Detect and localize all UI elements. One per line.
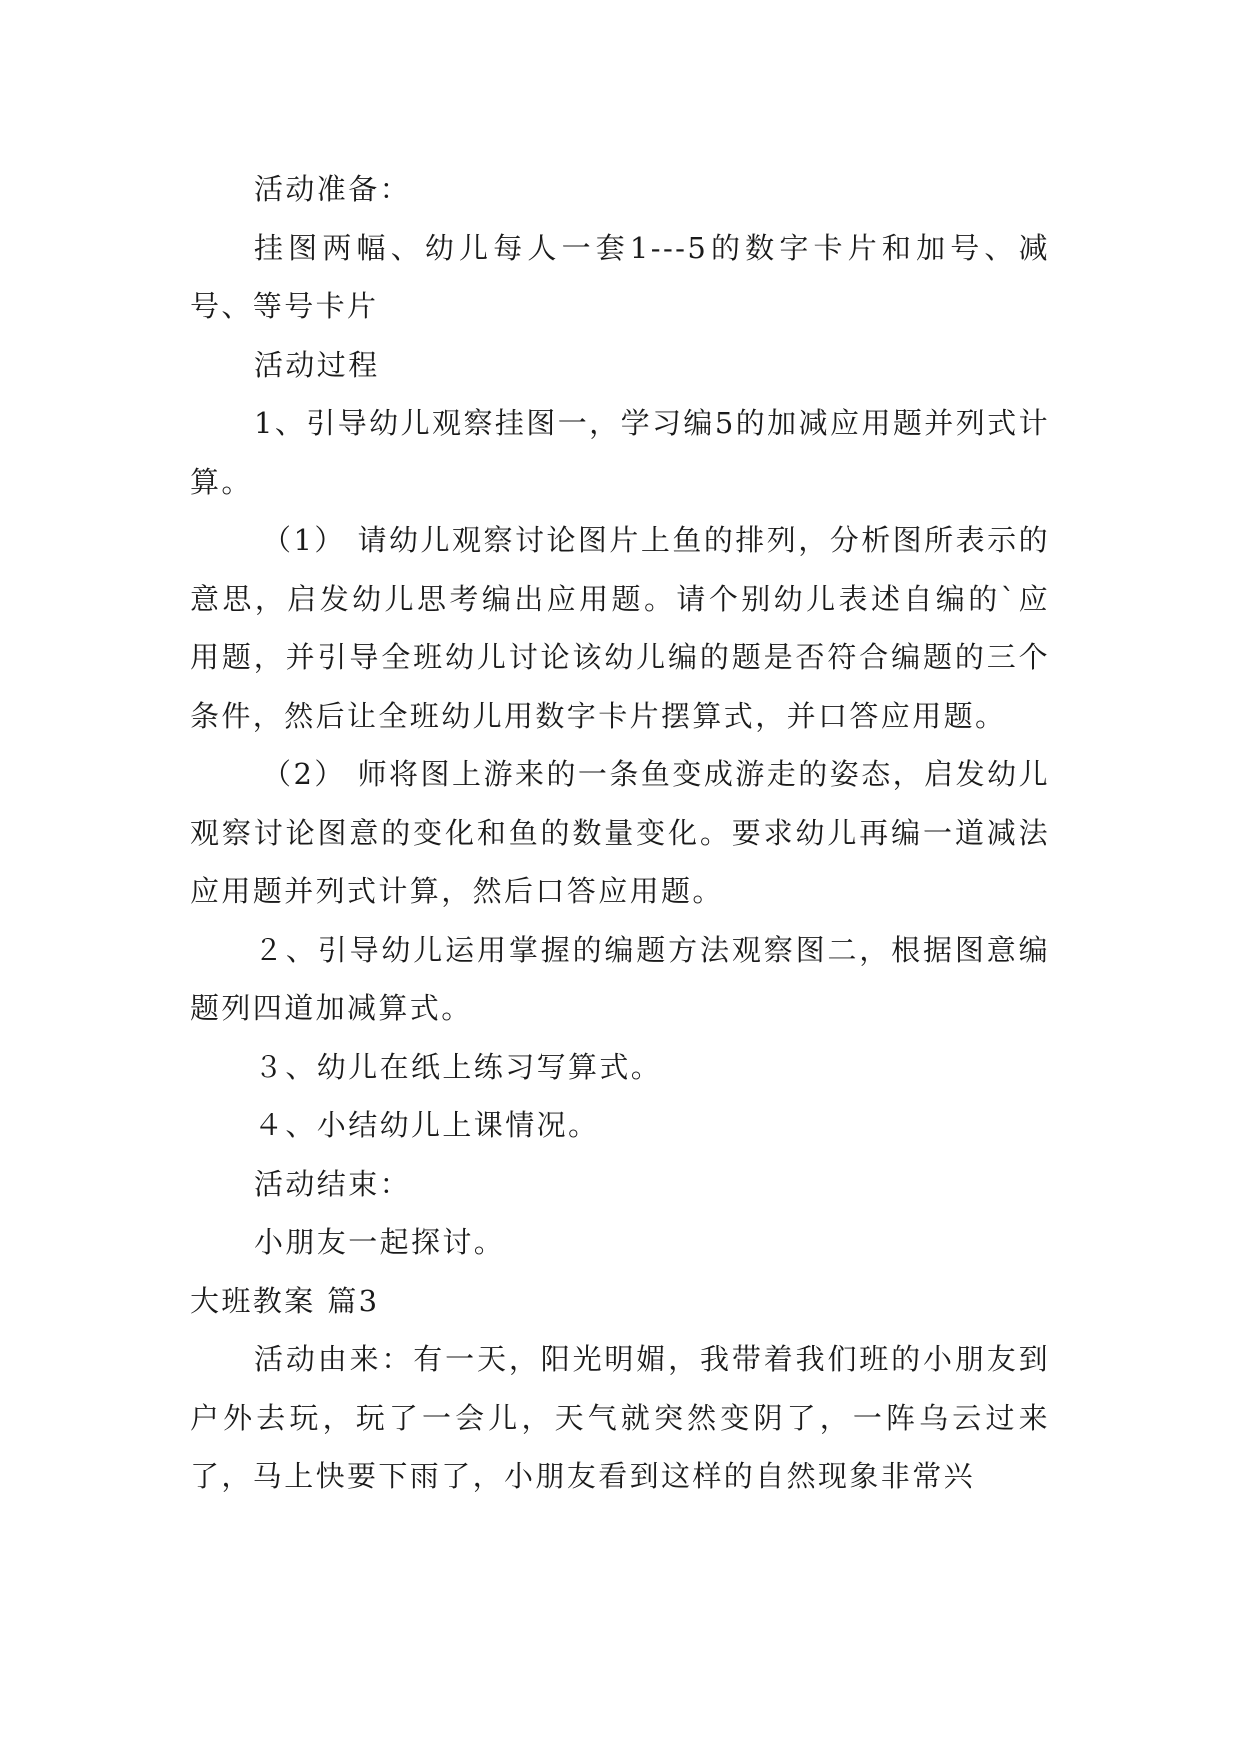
- step-2: ２、引导幼儿运用掌握的编题方法观察图二，根据图意编题列四道加减算式。: [190, 932, 1050, 1025]
- step-1: 1、引导幼儿观察挂图一，学习编5的加减应用题并列式计算。: [190, 406, 1050, 499]
- document-body: [190, 160, 1050, 1506]
- paragraph-materials: 挂图两幅、幼儿每人一套1---5的数字卡片和加号、减号、等号卡片: [190, 230, 1050, 323]
- substep-2: （2） 师将图上游来的一条鱼变成游走的姿态，启发幼儿观察讨论图意的变化和鱼的数量变化。要求幼儿再编一道减法应用题并列式计算，然后口答应用题。: [190, 757, 1050, 908]
- step-3: ３、幼儿在纸上练习写算式。: [254, 1049, 663, 1084]
- heading-activity-process: 活动过程: [254, 347, 380, 382]
- step-4: ４、小结幼儿上课情况。: [254, 1108, 600, 1142]
- heading-activity-preparation: 活动准备：: [254, 172, 412, 206]
- paragraph-activity-origin: 活动由来：有一天，阳光明媚，我带着我们班的小朋友到户外去玩，玩了一会儿，天气就突然变阴了，一阵乌云过来了，马上快要下雨了，小朋友看到这样的自然现象非常兴: [190, 1342, 1050, 1493]
- section-title: 大班教案 篇3: [190, 1283, 380, 1318]
- substep-1: （1） 请幼儿观察讨论图片上鱼的排列，分析图所表示的意思，启发幼儿思考编出应用题。请个别幼儿表述自编的`应用题，并引导全班幼儿讨论该幼儿编的题是否符合编题的三个条件，然后让全班幼儿用数字卡片摆算式，并口答应用题。: [190, 523, 1050, 733]
- heading-activity-end: 活动结束：: [254, 1166, 412, 1201]
- paragraph-conclusion: 小朋友一起探讨。: [254, 1225, 506, 1259]
